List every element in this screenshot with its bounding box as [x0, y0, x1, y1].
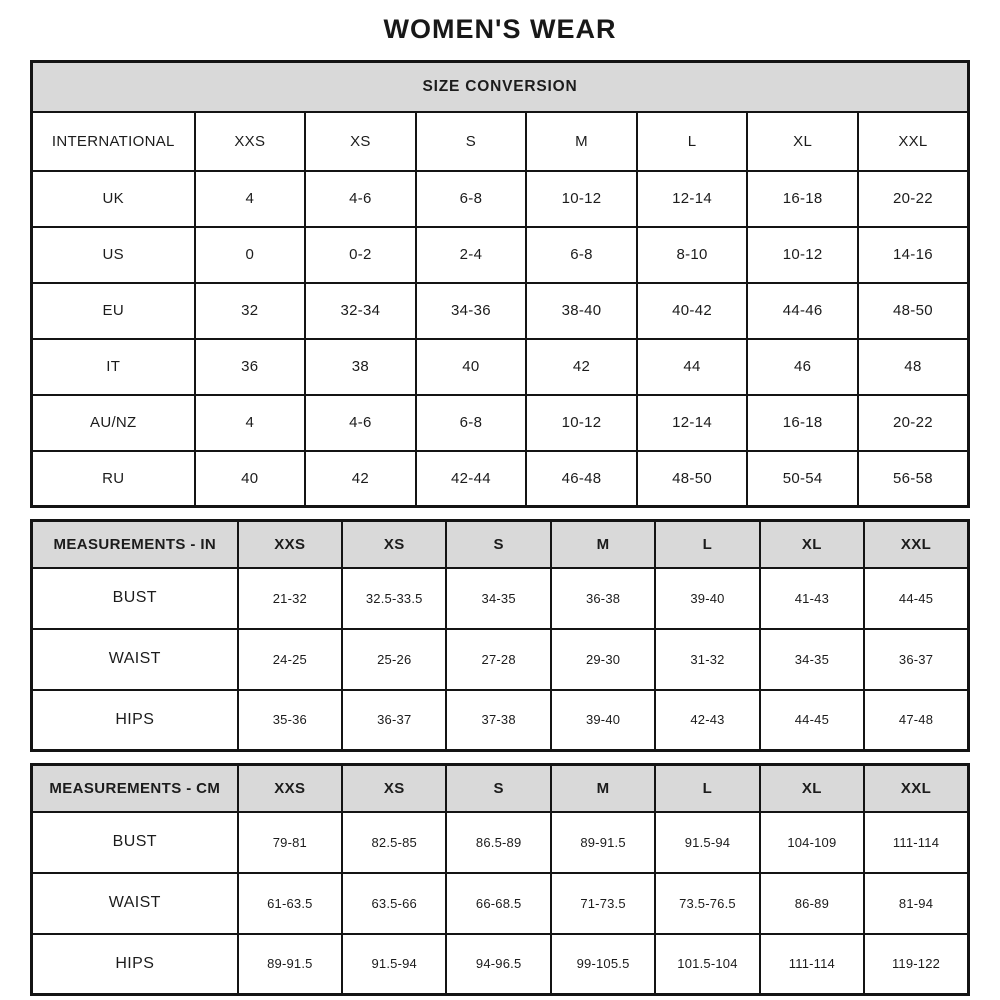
cell-bust-xxl: 111-114	[864, 812, 968, 873]
cell-uk-m: 10-12	[526, 171, 637, 227]
cell-ru-s: 42-44	[416, 451, 527, 507]
size-header-xs: XS	[342, 765, 446, 812]
cell-bust-l: 91.5-94	[655, 812, 759, 873]
table-row-waist	[32, 629, 969, 690]
size-header-m: M	[526, 112, 637, 171]
cell-ru-m: 46-48	[526, 451, 637, 507]
size-header-s: S	[446, 521, 550, 568]
cell-it-xl: 46	[747, 339, 858, 395]
cell-hips-s: 94-96.5	[446, 934, 550, 995]
cell-uk-xl: 16-18	[747, 171, 858, 227]
size-header-xs: XS	[342, 521, 446, 568]
measurements-cm-table	[30, 763, 970, 996]
table-row-bust	[32, 568, 969, 629]
size-header-xxl: XXL	[858, 112, 969, 171]
cell-uk-xs: 4-6	[305, 171, 416, 227]
table-row-bust	[32, 812, 969, 873]
row-label-ru: RU	[32, 451, 195, 507]
cell-hips-l: 42-43	[655, 690, 759, 751]
row-label-bust: BUST	[32, 812, 238, 873]
cell-eu-s: 34-36	[416, 283, 527, 339]
cell-eu-xs: 32-34	[305, 283, 416, 339]
cell-bust-m: 89-91.5	[551, 812, 655, 873]
cell-waist-s: 66-68.5	[446, 873, 550, 934]
row-label-bust: BUST	[32, 568, 238, 629]
row-label-au-nz: AU/NZ	[32, 395, 195, 451]
cell-waist-xxs: 61-63.5	[238, 873, 342, 934]
header-label-international: INTERNATIONAL	[32, 112, 195, 171]
size-header-xxl: XXL	[864, 521, 968, 568]
cell-bust-s: 86.5-89	[446, 812, 550, 873]
cell-waist-l: 73.5-76.5	[655, 873, 759, 934]
cell-us-m: 6-8	[526, 227, 637, 283]
cell-au-nz-s: 6-8	[416, 395, 527, 451]
cell-uk-xxs: 4	[195, 171, 306, 227]
cell-us-xxl: 14-16	[858, 227, 969, 283]
cell-au-nz-xs: 4-6	[305, 395, 416, 451]
measurements-in-table	[30, 519, 970, 752]
cell-bust-xl: 104-109	[760, 812, 864, 873]
table-row-ru	[32, 451, 969, 507]
measurements-in-header-row	[32, 521, 969, 568]
cell-hips-xl: 111-114	[760, 934, 864, 995]
measurements-in-body	[32, 521, 969, 751]
cell-hips-l: 101.5-104	[655, 934, 759, 995]
size-header-s: S	[446, 765, 550, 812]
cell-bust-xxl: 44-45	[864, 568, 968, 629]
cell-waist-xs: 25-26	[342, 629, 446, 690]
cell-it-s: 40	[416, 339, 527, 395]
cell-it-m: 42	[526, 339, 637, 395]
cell-eu-xxs: 32	[195, 283, 306, 339]
cell-us-xl: 10-12	[747, 227, 858, 283]
cell-bust-xs: 82.5-85	[342, 812, 446, 873]
cell-uk-s: 6-8	[416, 171, 527, 227]
cell-uk-l: 12-14	[637, 171, 748, 227]
table-row-hips	[32, 690, 969, 751]
cell-hips-s: 37-38	[446, 690, 550, 751]
cell-hips-m: 39-40	[551, 690, 655, 751]
page-title: WOMEN'S WEAR	[383, 14, 617, 44]
cell-hips-xxl: 47-48	[864, 690, 968, 751]
size-header-xxl: XXL	[864, 765, 968, 812]
cell-bust-l: 39-40	[655, 568, 759, 629]
size-header-s: S	[416, 112, 527, 171]
row-label-waist: WAIST	[32, 629, 238, 690]
cell-us-l: 8-10	[637, 227, 748, 283]
cell-hips-xxs: 35-36	[238, 690, 342, 751]
cell-ru-xxl: 56-58	[858, 451, 969, 507]
measurements-cm-title: MEASUREMENTS - CM	[32, 765, 238, 812]
size-header-l: L	[655, 765, 759, 812]
table-row-us	[32, 227, 969, 283]
cell-uk-xxl: 20-22	[858, 171, 969, 227]
row-label-eu: EU	[32, 283, 195, 339]
cell-hips-xxs: 89-91.5	[238, 934, 342, 995]
row-label-waist: WAIST	[32, 873, 238, 934]
row-label-hips: HIPS	[32, 690, 238, 751]
cell-au-nz-l: 12-14	[637, 395, 748, 451]
size-header-xl: XL	[760, 521, 864, 568]
size-conversion-body	[32, 62, 969, 507]
size-conversion-table	[30, 60, 970, 508]
cell-us-xs: 0-2	[305, 227, 416, 283]
size-conversion-header-row	[32, 112, 969, 171]
size-conversion-title-row	[32, 62, 969, 112]
cell-waist-xs: 63.5-66	[342, 873, 446, 934]
cell-ru-l: 48-50	[637, 451, 748, 507]
cell-hips-xxl: 119-122	[864, 934, 968, 995]
size-header-xxs: XXS	[195, 112, 306, 171]
cell-eu-xl: 44-46	[747, 283, 858, 339]
cell-waist-m: 71-73.5	[551, 873, 655, 934]
cell-ru-xl: 50-54	[747, 451, 858, 507]
measurements-cm-body	[32, 765, 969, 995]
cell-au-nz-m: 10-12	[526, 395, 637, 451]
row-label-it: IT	[32, 339, 195, 395]
cell-waist-l: 31-32	[655, 629, 759, 690]
row-label-hips: HIPS	[32, 934, 238, 995]
cell-waist-xxl: 81-94	[864, 873, 968, 934]
size-header-l: L	[637, 112, 748, 171]
cell-hips-m: 99-105.5	[551, 934, 655, 995]
cell-waist-xl: 34-35	[760, 629, 864, 690]
cell-waist-m: 29-30	[551, 629, 655, 690]
cell-bust-xs: 32.5-33.5	[342, 568, 446, 629]
cell-waist-xl: 86-89	[760, 873, 864, 934]
row-label-us: US	[32, 227, 195, 283]
cell-hips-xs: 36-37	[342, 690, 446, 751]
table-row-waist	[32, 873, 969, 934]
cell-hips-xs: 91.5-94	[342, 934, 446, 995]
table-row-au-nz	[32, 395, 969, 451]
table-row-it	[32, 339, 969, 395]
cell-eu-l: 40-42	[637, 283, 748, 339]
measurements-cm-header-row	[32, 765, 969, 812]
table-row-hips	[32, 934, 969, 995]
row-label-uk: UK	[32, 171, 195, 227]
cell-bust-xl: 41-43	[760, 568, 864, 629]
size-header-xxs: XXS	[238, 521, 342, 568]
cell-waist-xxs: 24-25	[238, 629, 342, 690]
cell-us-s: 2-4	[416, 227, 527, 283]
cell-au-nz-xl: 16-18	[747, 395, 858, 451]
size-header-xl: XL	[747, 112, 858, 171]
cell-eu-m: 38-40	[526, 283, 637, 339]
measurements-in-title: MEASUREMENTS - IN	[32, 521, 238, 568]
size-header-xxs: XXS	[238, 765, 342, 812]
cell-it-xxl: 48	[858, 339, 969, 395]
cell-bust-xxs: 21-32	[238, 568, 342, 629]
size-header-xl: XL	[760, 765, 864, 812]
size-header-l: L	[655, 521, 759, 568]
cell-au-nz-xxs: 4	[195, 395, 306, 451]
cell-bust-xxs: 79-81	[238, 812, 342, 873]
size-header-m: M	[551, 765, 655, 812]
cell-it-xxs: 36	[195, 339, 306, 395]
cell-bust-s: 34-35	[446, 568, 550, 629]
cell-waist-s: 27-28	[446, 629, 550, 690]
cell-au-nz-xxl: 20-22	[858, 395, 969, 451]
cell-hips-xl: 44-45	[760, 690, 864, 751]
cell-it-l: 44	[637, 339, 748, 395]
cell-ru-xxs: 40	[195, 451, 306, 507]
cell-bust-m: 36-38	[551, 568, 655, 629]
table-row-eu	[32, 283, 969, 339]
cell-it-xs: 38	[305, 339, 416, 395]
size-header-m: M	[551, 521, 655, 568]
cell-us-xxs: 0	[195, 227, 306, 283]
cell-waist-xxl: 36-37	[864, 629, 968, 690]
size-conversion-title: SIZE CONVERSION	[32, 62, 969, 112]
cell-eu-xxl: 48-50	[858, 283, 969, 339]
cell-ru-xs: 42	[305, 451, 416, 507]
table-row-uk	[32, 171, 969, 227]
size-header-xs: XS	[305, 112, 416, 171]
